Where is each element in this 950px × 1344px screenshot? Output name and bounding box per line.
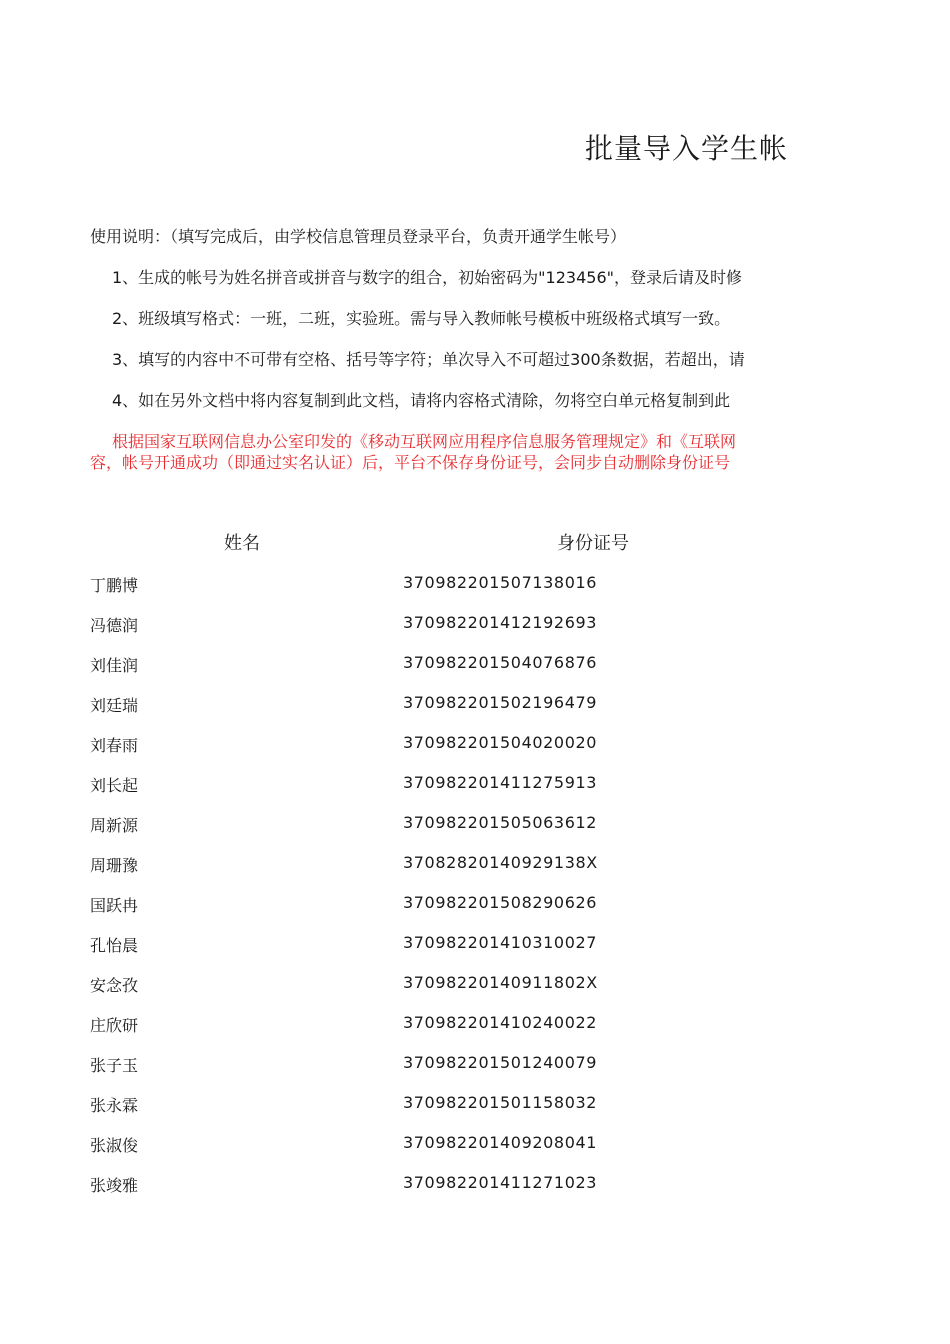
student-id-number: 370982201507138016 (403, 573, 598, 592)
student-id-number: 370982201411275913 (403, 773, 598, 792)
table-row (0, 931, 790, 971)
student-id-number: 370982201409208041 (403, 1133, 598, 1152)
student-id-number: 370982201508290626 (403, 893, 598, 912)
student-id-number: 370982201505063612 (403, 813, 598, 832)
column-header-name: 姓名 (224, 533, 260, 554)
table-row (0, 891, 790, 931)
student-id-number: 370982201504076876 (403, 653, 598, 672)
table-row (0, 691, 790, 731)
usage-rule-3: 3、填写的内容中不可带有空格、括号等字符；单次导入不可超过300条数据，若超出，请 (112, 350, 745, 369)
student-table (0, 571, 790, 1211)
student-name: 丁鹏博 (90, 576, 139, 595)
student-id-number: 370982201501158032 (403, 1093, 598, 1112)
student-name: 刘春雨 (90, 736, 139, 755)
student-id-number: 370982201410240022 (403, 1013, 598, 1032)
student-name: 刘佳润 (90, 656, 139, 675)
usage-intro: 使用说明：（填写完成后，由学校信息管理员登录平台，负责开通学生帐号） (90, 227, 627, 246)
student-name: 张竣雅 (90, 1176, 139, 1195)
privacy-notice-line-1: 根据国家互联网信息办公室印发的《移动互联网应用程序信息服务管理规定》和《互联网 (112, 432, 737, 451)
table-row (0, 1051, 790, 1091)
table-row (0, 611, 790, 651)
table-row (0, 1131, 790, 1171)
student-name: 国跃冉 (90, 896, 139, 915)
student-id-number: 370982201501240079 (403, 1053, 598, 1072)
student-id-number: 370982201412192693 (403, 613, 598, 632)
column-header-id-number: 身份证号 (557, 533, 629, 554)
student-id-number: 37082820140929138X (403, 853, 598, 872)
student-name: 冯德润 (90, 616, 139, 635)
student-id-number: 370982201502196479 (403, 693, 598, 712)
student-name: 张淑俊 (90, 1136, 139, 1155)
usage-rule-2: 2、班级填写格式：一班，二班，实验班。需与导入教师帐号模板中班级格式填写一致。 (112, 309, 731, 328)
student-id-number: 370982201410310027 (403, 933, 598, 952)
student-name: 刘长起 (90, 776, 139, 795)
student-id-number: 370982201411271023 (403, 1173, 598, 1192)
table-row (0, 851, 790, 891)
student-name: 张子玉 (90, 1056, 139, 1075)
student-name: 张永霖 (90, 1096, 139, 1115)
table-row (0, 971, 790, 1011)
student-name: 庄欣研 (90, 1016, 139, 1035)
table-row (0, 1011, 790, 1051)
student-id-number: 370982201504020020 (403, 733, 598, 752)
student-name: 孔怡晨 (90, 936, 139, 955)
student-id-number: 37098220140911802X (403, 973, 598, 992)
privacy-notice-line-2: 容，帐号开通成功（即通过实名认证）后，平台不保存身份证号，会同步自动删除身份证号 (90, 453, 731, 472)
table-row (0, 1091, 790, 1131)
table-row (0, 1171, 790, 1211)
student-name: 刘廷瑞 (90, 696, 139, 715)
table-row (0, 811, 790, 851)
table-row (0, 731, 790, 771)
student-name: 安念孜 (90, 976, 139, 995)
student-name: 周珊豫 (90, 856, 139, 875)
usage-rule-4: 4、如在另外文档中将内容复制到此文档，请将内容格式清除，勿将空白单元格复制到此 (112, 391, 731, 410)
usage-rule-1: 1、生成的帐号为姓名拼音或拼音与数字的组合，初始密码为"123456"，登录后请及时修 (112, 268, 742, 287)
page-title: 批量导入学生帐 (585, 132, 789, 165)
table-row (0, 571, 790, 611)
table-row (0, 651, 790, 691)
student-name: 周新源 (90, 816, 139, 835)
table-row (0, 771, 790, 811)
